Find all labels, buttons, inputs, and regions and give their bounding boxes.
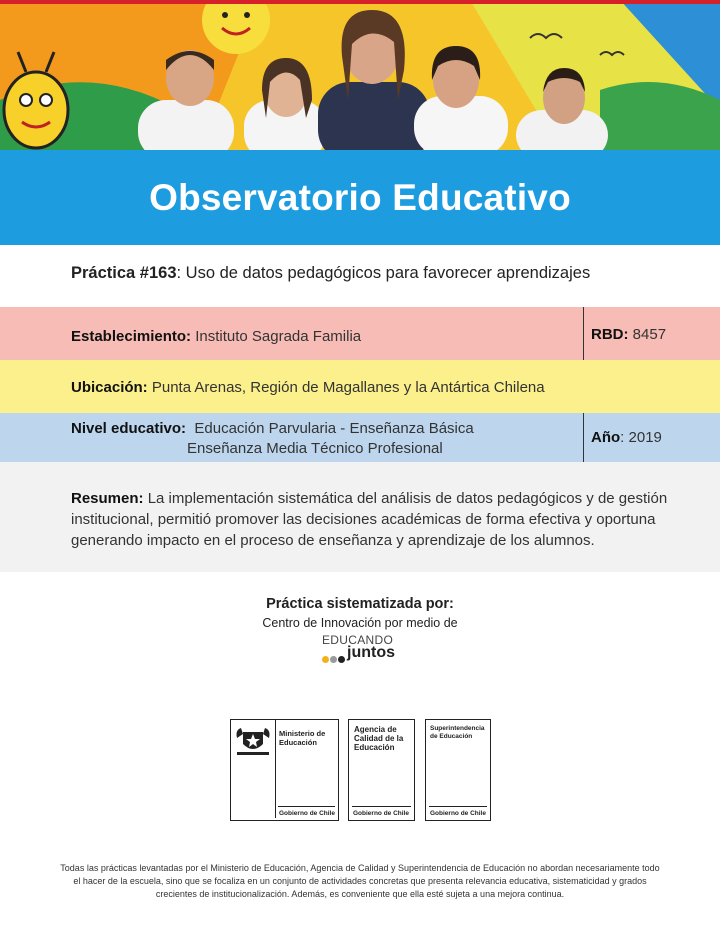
practice-name: : Uso de datos pedagógicos para favorecer aprendizajes <box>176 264 591 282</box>
resumen-text: La implementación sistemática del análisis de datos pedagógicos y de gestión institucional, permitió promover las decisiones académicas de forma efectiva y oportuna generando impacto en el proceso de enseñanza y aprendizaje de los alumnos. <box>71 490 668 549</box>
anio-label: Año <box>591 429 621 446</box>
gobierno-label: Gobierno de Chile <box>353 810 409 817</box>
establecimiento-row <box>0 307 720 360</box>
page-title: Observatorio Educativo <box>149 176 571 218</box>
nivel-label: Nivel educativo: <box>71 420 187 437</box>
nivel-field <box>71 420 474 437</box>
logo-rule <box>278 806 335 807</box>
ubicacion-label: Ubicación: <box>71 379 148 396</box>
column-divider <box>583 307 584 360</box>
rbd-field <box>591 326 666 343</box>
sistematizada-subtitle: Centro de Innovación por medio de <box>262 616 458 630</box>
nivel-educativo-row <box>0 413 720 462</box>
gobierno-label: Gobierno de Chile <box>430 810 486 817</box>
agencia-logo <box>348 719 415 821</box>
institution-name: Agencia de Calidad de la Educación <box>354 725 404 752</box>
resumen-section <box>0 462 720 572</box>
ubicacion-row <box>0 360 720 413</box>
title-band <box>0 150 720 245</box>
coat-of-arms-icon <box>235 724 271 758</box>
disclaimer-text: Todas las prácticas levantadas por el Ministerio de Educación, Agencia de Calidad y Superintendencia de Educación no abordan necesariamente todo el hacer de la escuela, sino que se focaliza en un conjunto de actividades concretas que presenta relevancia educativa, sistematicidad y grados crecientes de institucionalización. Además, es conveniente que ella esté sujeta a una mejora continua. <box>60 863 660 899</box>
practice-title <box>71 264 590 283</box>
establecimiento-value: Instituto Sagrada Familia <box>195 328 362 345</box>
educando-juntos-logo <box>322 633 402 665</box>
logo-divider <box>275 720 276 818</box>
resumen-label: Resumen: <box>71 490 144 507</box>
establecimiento-field <box>71 328 361 345</box>
institution-name: Superintendencia de Educación <box>430 725 485 740</box>
rbd-value: 8457 <box>632 326 667 343</box>
institution-name: Ministerio de Educación <box>279 729 326 747</box>
column-divider <box>583 413 584 462</box>
resumen-paragraph <box>71 488 671 551</box>
gobierno-label: Gobierno de Chile <box>279 810 335 817</box>
nivel-line2: Enseñanza Media Técnico Profesional <box>187 440 443 457</box>
anio-field <box>591 429 662 446</box>
logo-rule <box>352 806 411 807</box>
ubicacion-value: Punta Arenas, Región de Magallanes y la Antártica Chilena <box>151 379 545 396</box>
nivel-line1: Educación Parvularia - Enseñanza Básica <box>194 420 474 437</box>
anio-value: : 2019 <box>620 429 662 446</box>
logo-dots-icon <box>322 650 346 668</box>
logo-rule <box>429 806 487 807</box>
ubicacion-field <box>71 379 545 396</box>
practice-number: Práctica #163 <box>71 264 177 282</box>
sistematizada-title: Práctica sistematizada por: <box>266 596 454 612</box>
rbd-label: RBD: <box>591 326 629 343</box>
superintendencia-logo <box>425 719 491 821</box>
logo-top-text: EDUCANDO <box>322 633 394 647</box>
hero-illustration <box>0 0 720 150</box>
establecimiento-label: Establecimiento: <box>71 328 192 345</box>
ministerio-logo <box>230 719 339 821</box>
logo-bottom-text: juntos <box>347 644 395 661</box>
hero-photo <box>0 0 720 150</box>
